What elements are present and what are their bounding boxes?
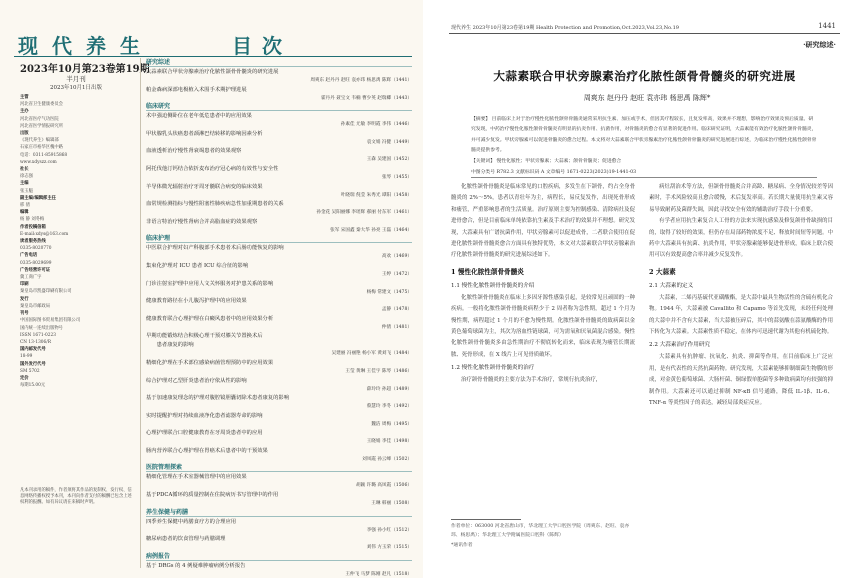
- masthead-label: 广告电话: [20, 253, 38, 259]
- toc-section-heading: 临床研究: [146, 103, 412, 111]
- toc-entry-title: 非语言特治疗慢性肾病合并高脂血症的效果观察: [146, 218, 258, 225]
- masthead-value: CN 13-1306/R: [20, 339, 51, 345]
- masthead-value: 秦皇岛市凯盛印刷有限公司: [20, 289, 72, 295]
- toc-entry-authors: 孙素佳 尤敏 李明霞 李伟（1446）: [340, 122, 412, 128]
- masthead-label: 印刷: [20, 282, 29, 288]
- section-heading: 1 慢性化脓性颌骨骨髓炎: [451, 267, 524, 276]
- masthead-value: 0335-8020770: [20, 246, 52, 252]
- toc-entry-title: 血常规检测指标与慢性阻塞性肺疾病急性加重期患者的关系: [146, 201, 284, 208]
- masthead-label: 广告经营许可证: [20, 267, 51, 273]
- masthead-label: 国内邮发代号: [20, 347, 46, 353]
- frequency: 半月刊: [66, 75, 86, 83]
- masthead-value: 秦皇岛市邮政局: [20, 303, 51, 309]
- section-heading: 2.1 大蒜素的定义: [649, 282, 694, 289]
- toc-entry-title: 早期功能锻炼结合积极心理干预对膝关节置换术后: [146, 333, 263, 340]
- classification-line: 中图分类号 R782.3 文献标识码 A 文章编号 1671-0223(2023)19-1441-03: [471, 170, 637, 175]
- masthead-value: 河北省医学情报研究所: [20, 123, 63, 129]
- toc-entry-authors: 高欢（1469）: [381, 254, 412, 260]
- section-heading: 1.1 慢性化脓性颌骨骨髓炎的介绍: [451, 282, 535, 289]
- footnote-line: *通讯作者: [451, 542, 473, 548]
- toc-entry-title: 基于 DRGs 的 4 例疑难肿瘤病例分析报告: [146, 562, 246, 569]
- body-paragraph: 治疗颌骨骨髓炎的主要方法为手术治疗，常规行抗炎治疗，: [461, 377, 602, 384]
- masthead-label: 出版: [20, 131, 29, 137]
- masthead-value: 0335-8029699: [20, 260, 52, 266]
- toc-entry-title: 大蒜素联合甲状旁腺素治疗化脓性颌骨骨髓炎的研究进展: [146, 69, 279, 75]
- contents-heading: 目次: [232, 34, 292, 58]
- toc-entry-authors: 吴建丽 冯丽艳 杨小军 黄刘飞（1484）: [331, 351, 412, 357]
- masthead-value: 邢 倩: [20, 203, 30, 209]
- toc-entry-title: 心理护理联合口腔健康教育在牙周炎患者中的应用: [146, 430, 263, 437]
- body-column-left: [451, 182, 635, 387]
- body-paragraph: 有学者应用抗生素复合人工骨的方法来实现抗感染及修复颌骨骨缺损的目的，取得了较好的效果，但仍存在局部药物浓度不足、释放时间短等问题。中药中大蒜素具有抗菌、抗炎作用，甲状旁腺素能够促进骨形成，临床上联合使用可以有效提高愈合率并减少反复发作。: [649, 218, 833, 259]
- toc-entry-authors: 王森 吴建国（1452）: [366, 157, 412, 163]
- publication-date: 2023年10月1日出版: [50, 85, 102, 91]
- masthead-label: 刊号: [20, 311, 29, 317]
- masthead-value: 徐志强: [20, 174, 33, 180]
- toc-entry-authors: 袁文娟 冯健（1449）: [366, 139, 412, 145]
- article-title: 大蒜素联合甲状旁腺素治疗化脓性颌骨骨髓炎的研究进展: [493, 69, 796, 83]
- section-heading: 1.2 慢性化脓性颌骨骨髓炎的治疗: [451, 365, 535, 372]
- masthead-value: E-mail:xdys@163.com: [20, 231, 69, 237]
- toc-entry-authors: 王晓娟 李佳（1498）: [366, 439, 412, 445]
- toc-entry-title: 血液透析治疗慢性肾衰竭患者的效果观察: [146, 148, 242, 155]
- footnotes: [451, 522, 635, 550]
- toc-entry-title: 羊导体微光辐射治疗牙周牙髓联合病变的临床效果: [146, 183, 263, 190]
- masthead-value: SM 5702: [20, 368, 40, 374]
- toc-section-heading: 临床护理: [146, 235, 412, 243]
- masthead-value: 张玉魁: [20, 188, 33, 194]
- toc-entry-title: 糖尿病患者的饮食管理与药膳调理: [146, 536, 226, 543]
- masthead-label: 读者服务热线: [20, 239, 46, 245]
- issue-number: 2023年10月第23卷第19期: [20, 64, 150, 75]
- toc-entry-title: 精细化护理在手术部位感染病菌管理预防中的应用效果: [146, 359, 274, 366]
- masthead-value: 国内统一连续出版物号: [20, 325, 63, 331]
- toc-entry-authors: 叶晓瑞 倪莹 朱秀光 谭阳（1458）: [340, 192, 412, 198]
- masthead-value: ISSN 1671-0223: [20, 332, 56, 338]
- toc-entry-title: 患者康复的影响: [146, 342, 194, 349]
- toc-section-heading: 研究综述: [146, 59, 412, 67]
- toc-entry-title: 门诊注射室护理中应用人文关怀服务对护患关系的影响: [146, 280, 274, 287]
- toc-entry-authors: 杨梅 常建文（1475）: [366, 289, 412, 295]
- masthead-label: 主编: [20, 181, 29, 187]
- masthead-label: 社长: [20, 167, 29, 173]
- toc-entry-authors: 刘伟 方玉荣（1515）: [366, 545, 412, 551]
- masthead: [20, 94, 132, 389]
- toc-entry-title: 健康教育联合心理护理在白癜风患者中的应用效果分析: [146, 315, 274, 322]
- article-page: [427, 0, 850, 578]
- toc-entry-authors: 刘凤霞 孙云峰（1502）: [362, 456, 412, 462]
- toc-entry-authors: 蔡慧玲 李冬（1492）: [366, 404, 412, 410]
- masthead-label: 主办: [20, 109, 29, 115]
- toc-entry-title: 四季养生保健中药膳食疗方的合理应用: [146, 518, 237, 525]
- toc-entry-title: 阿托伐他汀钙结合依折麦布治疗冠心病的有效性与安全性: [146, 165, 279, 172]
- masthead-label: 副主编/编辑部主任: [20, 195, 56, 201]
- toc-section-heading: 医院管理探索: [146, 464, 412, 472]
- running-head: 现代养生 2023年10月第23卷第19期 Health Protection and Promotion,Oct.2023,Vol.23,No.19: [451, 25, 679, 31]
- abstract: 【摘要】 目前临床上对于治疗慢性化脓性颌骨骨髓炎通常采用抗生素、加压或手术，但因其疗程较长，且复发率高，效果并不理想，影响治疗效果及预后质量。研究发现，中药治疗慢性化脓性颌骨骨髓炎有明显的抗炎作用、抗菌作用，对骨髓炎的愈合有显著的促进作用。临床研究证明，大蒜素能有效治疗化脓性颌骨骨髓炎，并可减少复发。甲状旁腺素可以促进骨髓炎的愈合过程。本文将对大蒜素联合甲状旁腺素治疗化脓性颌骨骨髓炎的研究进展进行综述，为临床治疗慢性化脓性颌骨骨髓炎提供参考。: [471, 117, 817, 154]
- contents-page: [0, 0, 423, 578]
- toc-entry-authors: 张军 宋国鑫 秦大华 孙亮 王磊（1464）: [330, 227, 412, 233]
- toc-entry-authors: 张琴（1455）: [381, 174, 412, 180]
- toc-entry-authors: 王仲飞 马梦 陈刚 赵凡（1518）: [345, 571, 412, 577]
- footnote-rule: [451, 519, 521, 520]
- header-rule: [449, 33, 840, 34]
- article-authors: 周爽东 赵丹丹 赵旺 袁亦玮 杨思禹 陈辉*: [583, 94, 711, 102]
- section-heading: 2 大蒜素: [649, 267, 676, 276]
- page-number: 1441: [818, 22, 836, 30]
- masthead-label: 作者投稿信箱: [20, 224, 46, 230]
- toc-entry-authors: 王琳 韩丽（1508）: [371, 501, 412, 507]
- masthead-label: 主管: [20, 95, 29, 100]
- meta-rule: [471, 177, 817, 178]
- toc-entry-title: 中医联合护理对妇产科腹部手术患者术后肠功能恢复的影响: [146, 245, 284, 252]
- toc-entry-title: 健康教育路径在小儿腹泻护理中的应用效果: [146, 298, 247, 305]
- toc-entry-authors: 孟静（1478）: [381, 307, 412, 313]
- table-of-contents: [146, 59, 412, 578]
- toc-section-heading: 养生保健与药膳: [146, 509, 412, 517]
- toc-entry-title: 实时提醒护理对持续血液净化患者滤器寿命的影响: [146, 412, 263, 419]
- masthead-value: 河北省医疗气功医院: [20, 116, 59, 122]
- toc-entry-title: 帕金森病深部电极植入术围手术期护理进展: [146, 86, 247, 93]
- masthead-label: 编辑: [20, 210, 29, 216]
- magazine-name: 现代养生: [18, 34, 154, 58]
- toc-entry-title: 甲状腺乳头状癌患者颈淋巴结转移的影响因素分析: [146, 130, 263, 137]
- body-paragraph: 大蒜素，二烯丙基硫代亚磺酸酯，是大蒜中最具生物活性的含硫有机化合物。1944 年，大蒜素被 Cavallito 和 Capamo 等首先发现，未经任何处理的大蒜中并不含有大蒜素，当大蒜被压碎后，其中的蒜氨酸在蒜氨酸酶的作用下转化为大蒜素。大蒜素性质不稳定，在体内可迅速代谢为其他有机硫化物。: [649, 294, 833, 336]
- toc-entry-authors: 薛玲玲 孙超（1489）: [366, 386, 412, 392]
- toc-entry-title: 肠内营养联合心理护理在胃癌术后患者中的干预效果: [146, 447, 268, 454]
- copyright-notice: 凡本刊录用的稿件，作者须将其作品的复制权、发行权、信息网络传播权授予本刊，本刊向作者支付的稿酬已包含上述权利的报酬。如有异议请在来稿时声明。: [20, 488, 132, 505]
- column-divider: [140, 58, 141, 568]
- body-column-right: [649, 182, 833, 410]
- body-paragraph: 化脓性颌骨骨髓炎是临床常见的口腔疾病，多发生在下颌骨，约占全身骨髓炎的 2%～5%，患者以青壮年为主，病程长，易反复发作，出现死骨形成和瘘管，严重影响患者的生活质量。治疗原则主要为控制感染、清除病灶及促进骨愈合，但是目前临床单纯依靠抗生素及手术治疗的效果并不理想。研究发现，大蒜素具有广谱抗菌作用，甲状旁腺素可以促进成骨，二者联合使用在促进化脓性颌骨骨髓炎愈合方面具有独特优势，本文对大蒜素联合甲状旁腺素治疗化脓性颌骨骨髓炎的研究进展综述如下。: [451, 184, 635, 259]
- toc-entry-authors: 仲倩（1481）: [381, 324, 412, 330]
- masthead-value: www.xdyszz.com: [20, 159, 57, 165]
- keywords: 【关键词】 慢性化脓性；甲状旁腺素；大蒜素；颌骨骨髓炎；促进愈合: [471, 159, 622, 164]
- masthead-value: 电话：0311-85915868: [20, 152, 68, 158]
- column-label: ·研究综述·: [803, 40, 836, 49]
- body-paragraph: 病灶刮治术等方法，但颌骨骨髓炎合并高龄、糖尿病、全身情况较差等因素时，手术风险较高且愈合缓慢，术后复发率高。若长期大量使用抗生素又容易导致耐药及菌群失调，因此寻找安全有效的辅助治疗手段十分重要。: [649, 184, 833, 213]
- toc-entry-authors: 霍丹丹 聂宝文 韦楠 曹少英 赵瑞卿（1443）: [320, 95, 412, 101]
- title-rule: [14, 56, 412, 57]
- toc-entry-title: 基于加速康复理念的护理对腹腔镜胆囊切除术患者康复的影响: [146, 395, 290, 402]
- toc-entry-title: 术中强迫侧卧位在老年低危患者中的应用效果: [146, 113, 252, 120]
- toc-entry-authors: 魏洁 周梅（1495）: [371, 421, 412, 427]
- toc-entry-authors: 王婷（1472）: [381, 271, 412, 277]
- footnote-line: 作者单位：063000 河北省唐山市，华北理工大学口腔医学院（周爽东、赵旺、袁亦玮、杨思禹）；华北理工大学附属医院口腔科（陈辉）: [451, 524, 630, 539]
- masthead-label: 定价: [20, 375, 29, 381]
- masthead-label: 发行: [20, 296, 29, 302]
- masthead-value: 冀工商广字: [20, 275, 42, 281]
- toc-entry-title: 精细化管理在手术室器械管理中的应用效果: [146, 474, 247, 481]
- masthead-value: 杨 静 刘冬梅: [20, 217, 45, 223]
- body-paragraph: 大蒜素具有抗肿瘤、抗氧化、抗炎、抑菌等作用，在目前临床上广泛应用，是有代表性的天然抗菌药物。研究发现，大蒜素能够抑制细菌生物膜的形成，对金黄色葡萄球菌、大肠杆菌、铜绿假单胞菌等多种致病菌均有较强的抑制作用。大蒜素还可以通过抑制 NF-κB 信号通路，降低 IL-1β、IL-6、TNF-α 等炎性因子的表达，减轻局部炎症反应。: [649, 354, 833, 407]
- toc-entry-authors: 王莹 黄琳 王佳宇 陈琴（1486）: [345, 368, 412, 374]
- masthead-value: 每期15.00元: [20, 383, 46, 389]
- toc-entry-authors: 胡颖 许璐 高凤霞（1506）: [356, 483, 412, 489]
- masthead-value: 18-99: [20, 354, 33, 360]
- masthead-label: 国外发行代号: [20, 361, 46, 367]
- masthead-value: 石家庄市裕华区槐中路: [20, 145, 63, 151]
- toc-entry-authors: 孙金花 吴阳丽娜 李瑶辉 郝丽 付东军（1461）: [316, 210, 412, 216]
- toc-entry-title: 基于PDCA循环的质量控制在住院病历书写管理中的作用: [146, 492, 279, 499]
- toc-entry-authors: 周爽东 赵丹丹 赵旺 袁亦玮 杨思禹 陈辉（1441）: [310, 78, 412, 83]
- toc-section-heading: 病例报告: [146, 553, 412, 561]
- masthead-value: 《现代养生》编辑部: [20, 138, 59, 144]
- masthead-value: 中国国际图书贸易集团有限公司: [20, 318, 81, 324]
- section-heading: 2.2 大蒜素治疗作用研究: [649, 342, 711, 349]
- toc-entry-title: 集束化护理对 ICU 患者 ICU 综合征的影响: [146, 262, 249, 269]
- toc-entry-authors: 李强 孙小红（1512）: [366, 527, 412, 533]
- toc-entry-title: 综合护理对乙型肝炎患者治疗依从性的影响: [146, 377, 247, 384]
- body-paragraph: 化脓性颌骨骨髓炎在临床上多因牙源性感染引起，是较常见且顽固的一种疾病。一般将化脓性颌骨骨髓炎病程少于 2 周者称为急性期，超过 1 个月为慢性期，病程超过 1 个月的不愈为慢性期。化脓性颌骨骨髓炎的致病菌以金黄色葡萄球菌为主，其次为溶血性链球菌，可为需氧和厌氧菌混合感染。慢性化脓性颌骨骨髓炎多由急性期治疗不彻底转化而来，临床表现为瘘管长期流脓、死骨形成，在 X 线片上可见骨质破坏。: [451, 294, 635, 358]
- masthead-value: 河北省卫生健康委员会: [20, 102, 63, 108]
